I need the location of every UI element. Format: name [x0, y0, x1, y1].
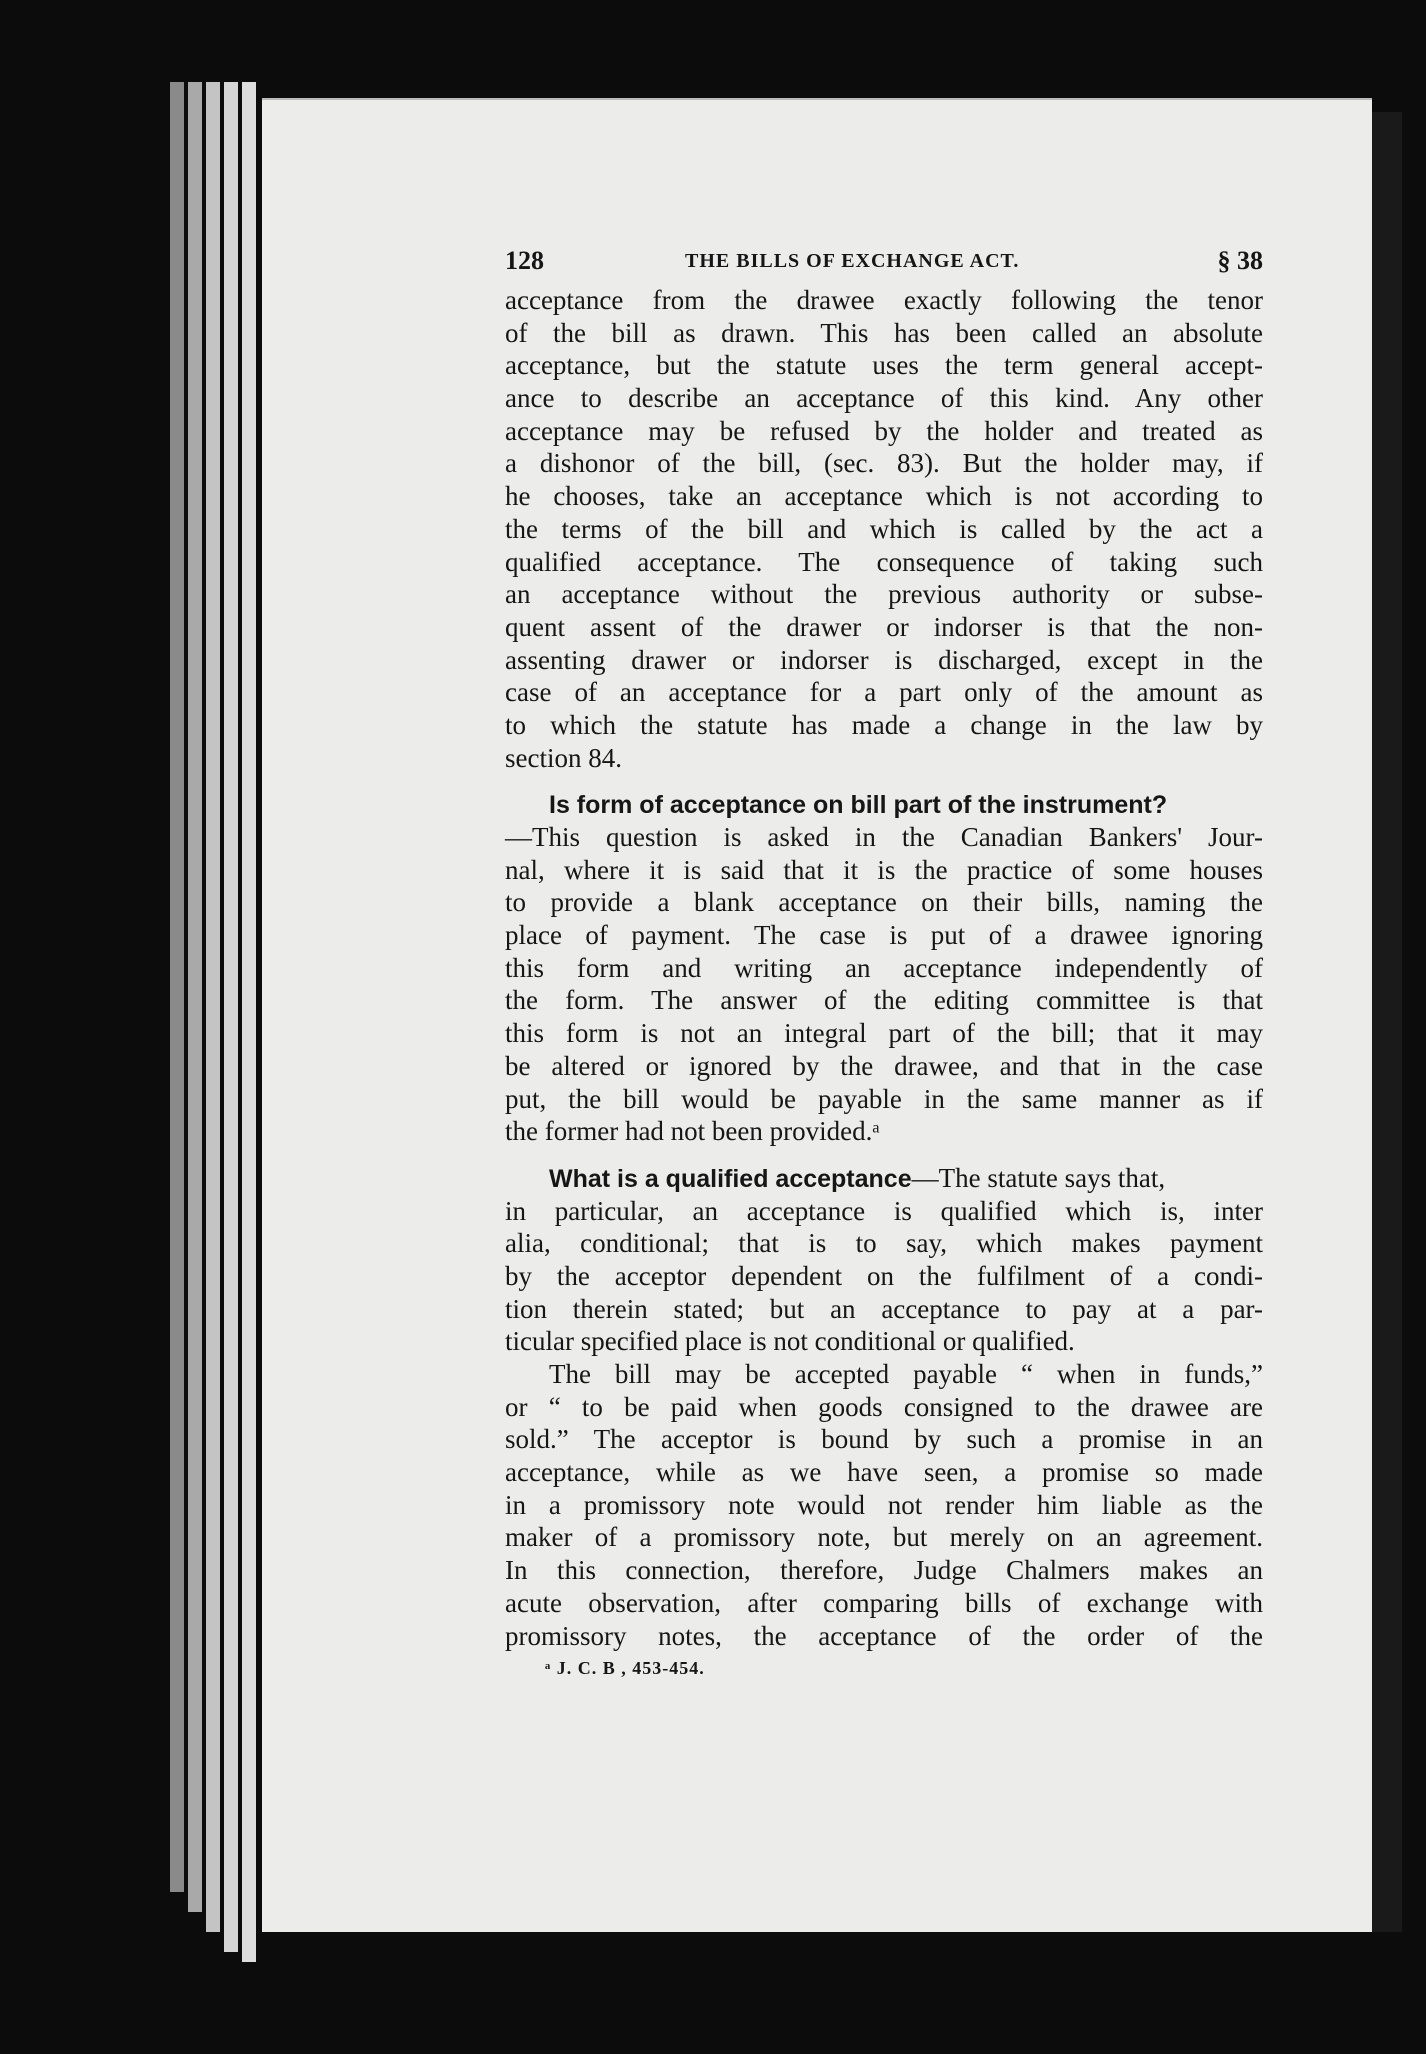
- text-line: acceptance, while as we have seen, a promise so made: [505, 1457, 1263, 1488]
- text-line: acute observation, after comparing bills of exchange with: [505, 1587, 1263, 1618]
- running-head: [505, 240, 1263, 284]
- page-edge: [188, 82, 202, 1912]
- text-line: of the bill as drawn. This has been called an absolute: [505, 317, 1263, 348]
- text-line: ticular specified place is not conditional or qualified.: [505, 1326, 1075, 1357]
- paragraph-qualified-acceptance: [505, 1162, 1263, 1358]
- text-line: section 84.: [505, 742, 622, 773]
- heading-continuation: —The statute says that,: [911, 1162, 1166, 1193]
- text-line: be altered or ignored by the drawee, and that in the case: [505, 1050, 1263, 1081]
- text-line: The bill may be accepted payable “ when in funds,”: [549, 1359, 1263, 1389]
- paragraph-payable-when-in-funds: [505, 1358, 1263, 1652]
- text-line: he chooses, take an acceptance which is not according to: [505, 481, 1263, 512]
- paragraph-form-of-acceptance: [505, 788, 1263, 1148]
- text-line: in a promissory note would not render him liable as the: [505, 1489, 1263, 1520]
- text-line: the former had not been provided.ᵃ: [505, 1116, 880, 1147]
- text-line: place of payment. The case is put of a drawee ignoring: [505, 920, 1263, 951]
- footnote: ᵃ J. C. B , 453-454.: [545, 1658, 705, 1679]
- text-line: or “ to be paid when goods consigned to the drawee are: [505, 1391, 1263, 1422]
- page-number: 128: [505, 246, 544, 275]
- text-line: to provide a blank acceptance on their bills, naming the: [505, 887, 1263, 918]
- text-line: quent assent of the drawer or indorser is that the non-: [505, 611, 1263, 642]
- text-line: the terms of the bill and which is called by the act a: [505, 513, 1263, 544]
- text-line: this form is not an integral part of the bill; that it may: [505, 1018, 1263, 1049]
- page-edge: [206, 82, 220, 1932]
- text-line: put, the bill would be payable in the same manner as if: [505, 1083, 1263, 1114]
- text-line: in particular, an acceptance is qualified which is, inter: [505, 1195, 1263, 1226]
- text-line: nal, where it is said that it is the practice of some houses: [505, 854, 1263, 885]
- page-content: [505, 240, 1263, 1679]
- text-line: tion therein stated; but an acceptance to pay at a par-: [505, 1293, 1263, 1324]
- page-edge: [170, 82, 184, 1892]
- text-line: by the acceptor dependent on the fulfilment of a condi-: [505, 1260, 1263, 1291]
- text-line: to which the statute has made a change in the law by: [505, 709, 1263, 740]
- running-head-title: THE BILLS OF EXCHANGE ACT.: [685, 250, 1020, 272]
- text-line: alia, conditional; that is to say, which makes payment: [505, 1228, 1263, 1259]
- paragraph-acceptance-general: [505, 284, 1263, 774]
- text-line: acceptance, but the statute uses the term general accept-: [505, 350, 1263, 381]
- text-line: case of an acceptance for a part only of the amount as: [505, 677, 1263, 708]
- text-line: In this connection, therefore, Judge Chalmers makes an: [505, 1555, 1263, 1586]
- text-line: this form and writing an acceptance independently of: [505, 952, 1263, 983]
- page-gutter-shadow: [1372, 112, 1402, 1932]
- section-heading: [505, 788, 1263, 821]
- text-line: ance to describe an acceptance of this kind. Any other: [505, 383, 1263, 414]
- section-heading: [505, 1162, 1263, 1195]
- heading-text: Is form of acceptance on bill part of the instrument?: [549, 791, 1168, 820]
- text-line: a dishonor of the bill, (sec. 83). But the holder may, if: [505, 448, 1263, 479]
- text-line: promissory notes, the acceptance of the order of the: [505, 1620, 1263, 1651]
- page-edge: [242, 82, 256, 1962]
- text-line: —This question is asked in the Canadian Bankers' Jour-: [505, 822, 1263, 852]
- text-line: acceptance may be refused by the holder and treated as: [505, 415, 1263, 446]
- text-line: the form. The answer of the editing committee is that: [505, 985, 1263, 1016]
- text-line: maker of a promissory note, but merely on an agreement.: [505, 1522, 1263, 1553]
- text-line: qualified acceptance. The consequence of taking such: [505, 546, 1263, 577]
- section-number: § 38: [1217, 246, 1263, 275]
- text-line: an acceptance without the previous authority or subse-: [505, 579, 1263, 610]
- text-line: assenting drawer or indorser is discharged, except in the: [505, 644, 1263, 675]
- text-line: sold.” The acceptor is bound by such a promise in an: [505, 1424, 1263, 1455]
- page-edge: [224, 82, 238, 1952]
- heading-text: What is a qualified acceptance: [549, 1164, 912, 1193]
- text-line: acceptance from the drawee exactly following the tenor: [505, 285, 1263, 315]
